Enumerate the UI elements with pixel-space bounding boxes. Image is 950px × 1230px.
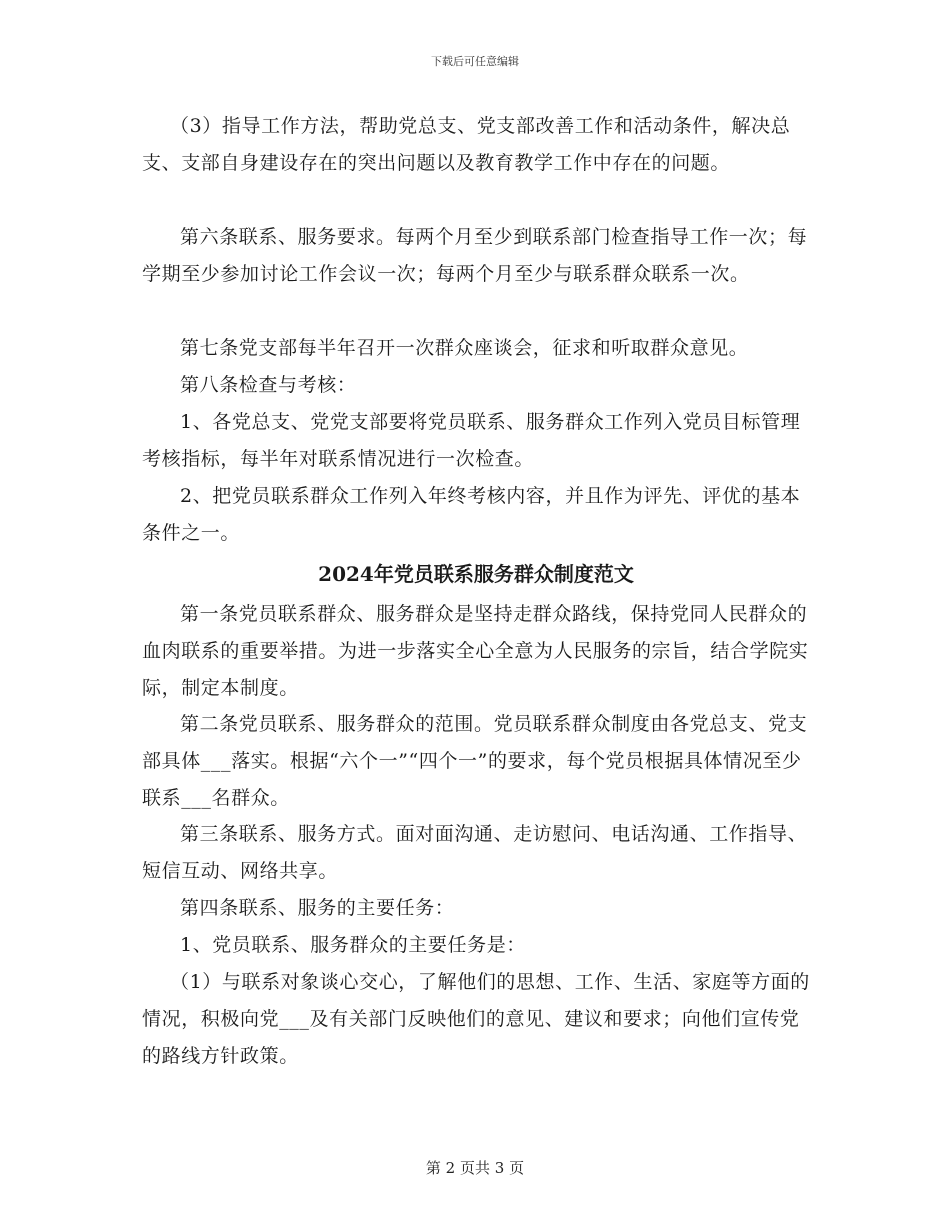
- paragraph-task-1: 1、党员联系、服务群众的主要任务是：: [180, 934, 526, 956]
- paragraph-article-6: 第六条联系、服务要求。每两个月至少到联系部门检查指导工作一次；每学期至少参加讨论工作会议一次；每两个月至少与联系群众联系一次。: [142, 226, 808, 285]
- page-footer: 第 2 页共 3 页: [425, 1159, 525, 1177]
- paragraph-article-2: 第二条党员联系、服务群众的范围。党员联系群众制度由各党总支、党支部具体___落实。根据“六个一”“四个一”的要求，每个党员根据具体情况至少联系___名群众。: [142, 713, 808, 809]
- paragraph-item-1: 1、各党总支、党党支部要将党员联系、服务群众工作列入党员目标管理考核指标，每半年对联系情况进行一次检查。: [142, 411, 801, 470]
- page-header: 下载后可任意编辑: [431, 55, 519, 68]
- paragraph-article-3: 第三条联系、服务方式。面对面沟通、走访慰问、电话沟通、工作指导、短信互动、网络共享。: [142, 823, 808, 882]
- paragraph-task-1-1: （1）与联系对象谈心交心，了解他们的思想、工作、生活、家庭等方面的情况，积极向党___及有关部门反映他们的意见、建议和要求；向他们宣传党的路线方针政策。: [142, 971, 810, 1067]
- paragraph-article-8: 第八条检查与考核：: [180, 374, 357, 396]
- paragraph-guidance: （3）指导工作方法，帮助党总支、党支部改善工作和活动条件，解决总支、支部自身建设存在的突出问题以及教育教学工作中存在的问题。: [142, 115, 791, 174]
- paragraph-item-2: 2、把党员联系群众工作列入年终考核内容，并且作为评先、评优的基本条件之一。: [142, 485, 801, 544]
- paragraph-article-4: 第四条联系、服务的主要任务：: [180, 897, 455, 919]
- paragraph-article-7: 第七条党支部每半年召开一次群众座谈会，征求和听取群众意见。: [180, 337, 749, 359]
- section-title: 2024年党员联系服务群众制度范文: [318, 562, 634, 586]
- paragraph-article-1: 第一条党员联系群众、服务群众是坚持走群众路线，保持党同人民群众的血肉联系的重要举措。为进一步落实全心全意为人民服务的宗旨，结合学院实际，制定本制度。: [142, 603, 809, 699]
